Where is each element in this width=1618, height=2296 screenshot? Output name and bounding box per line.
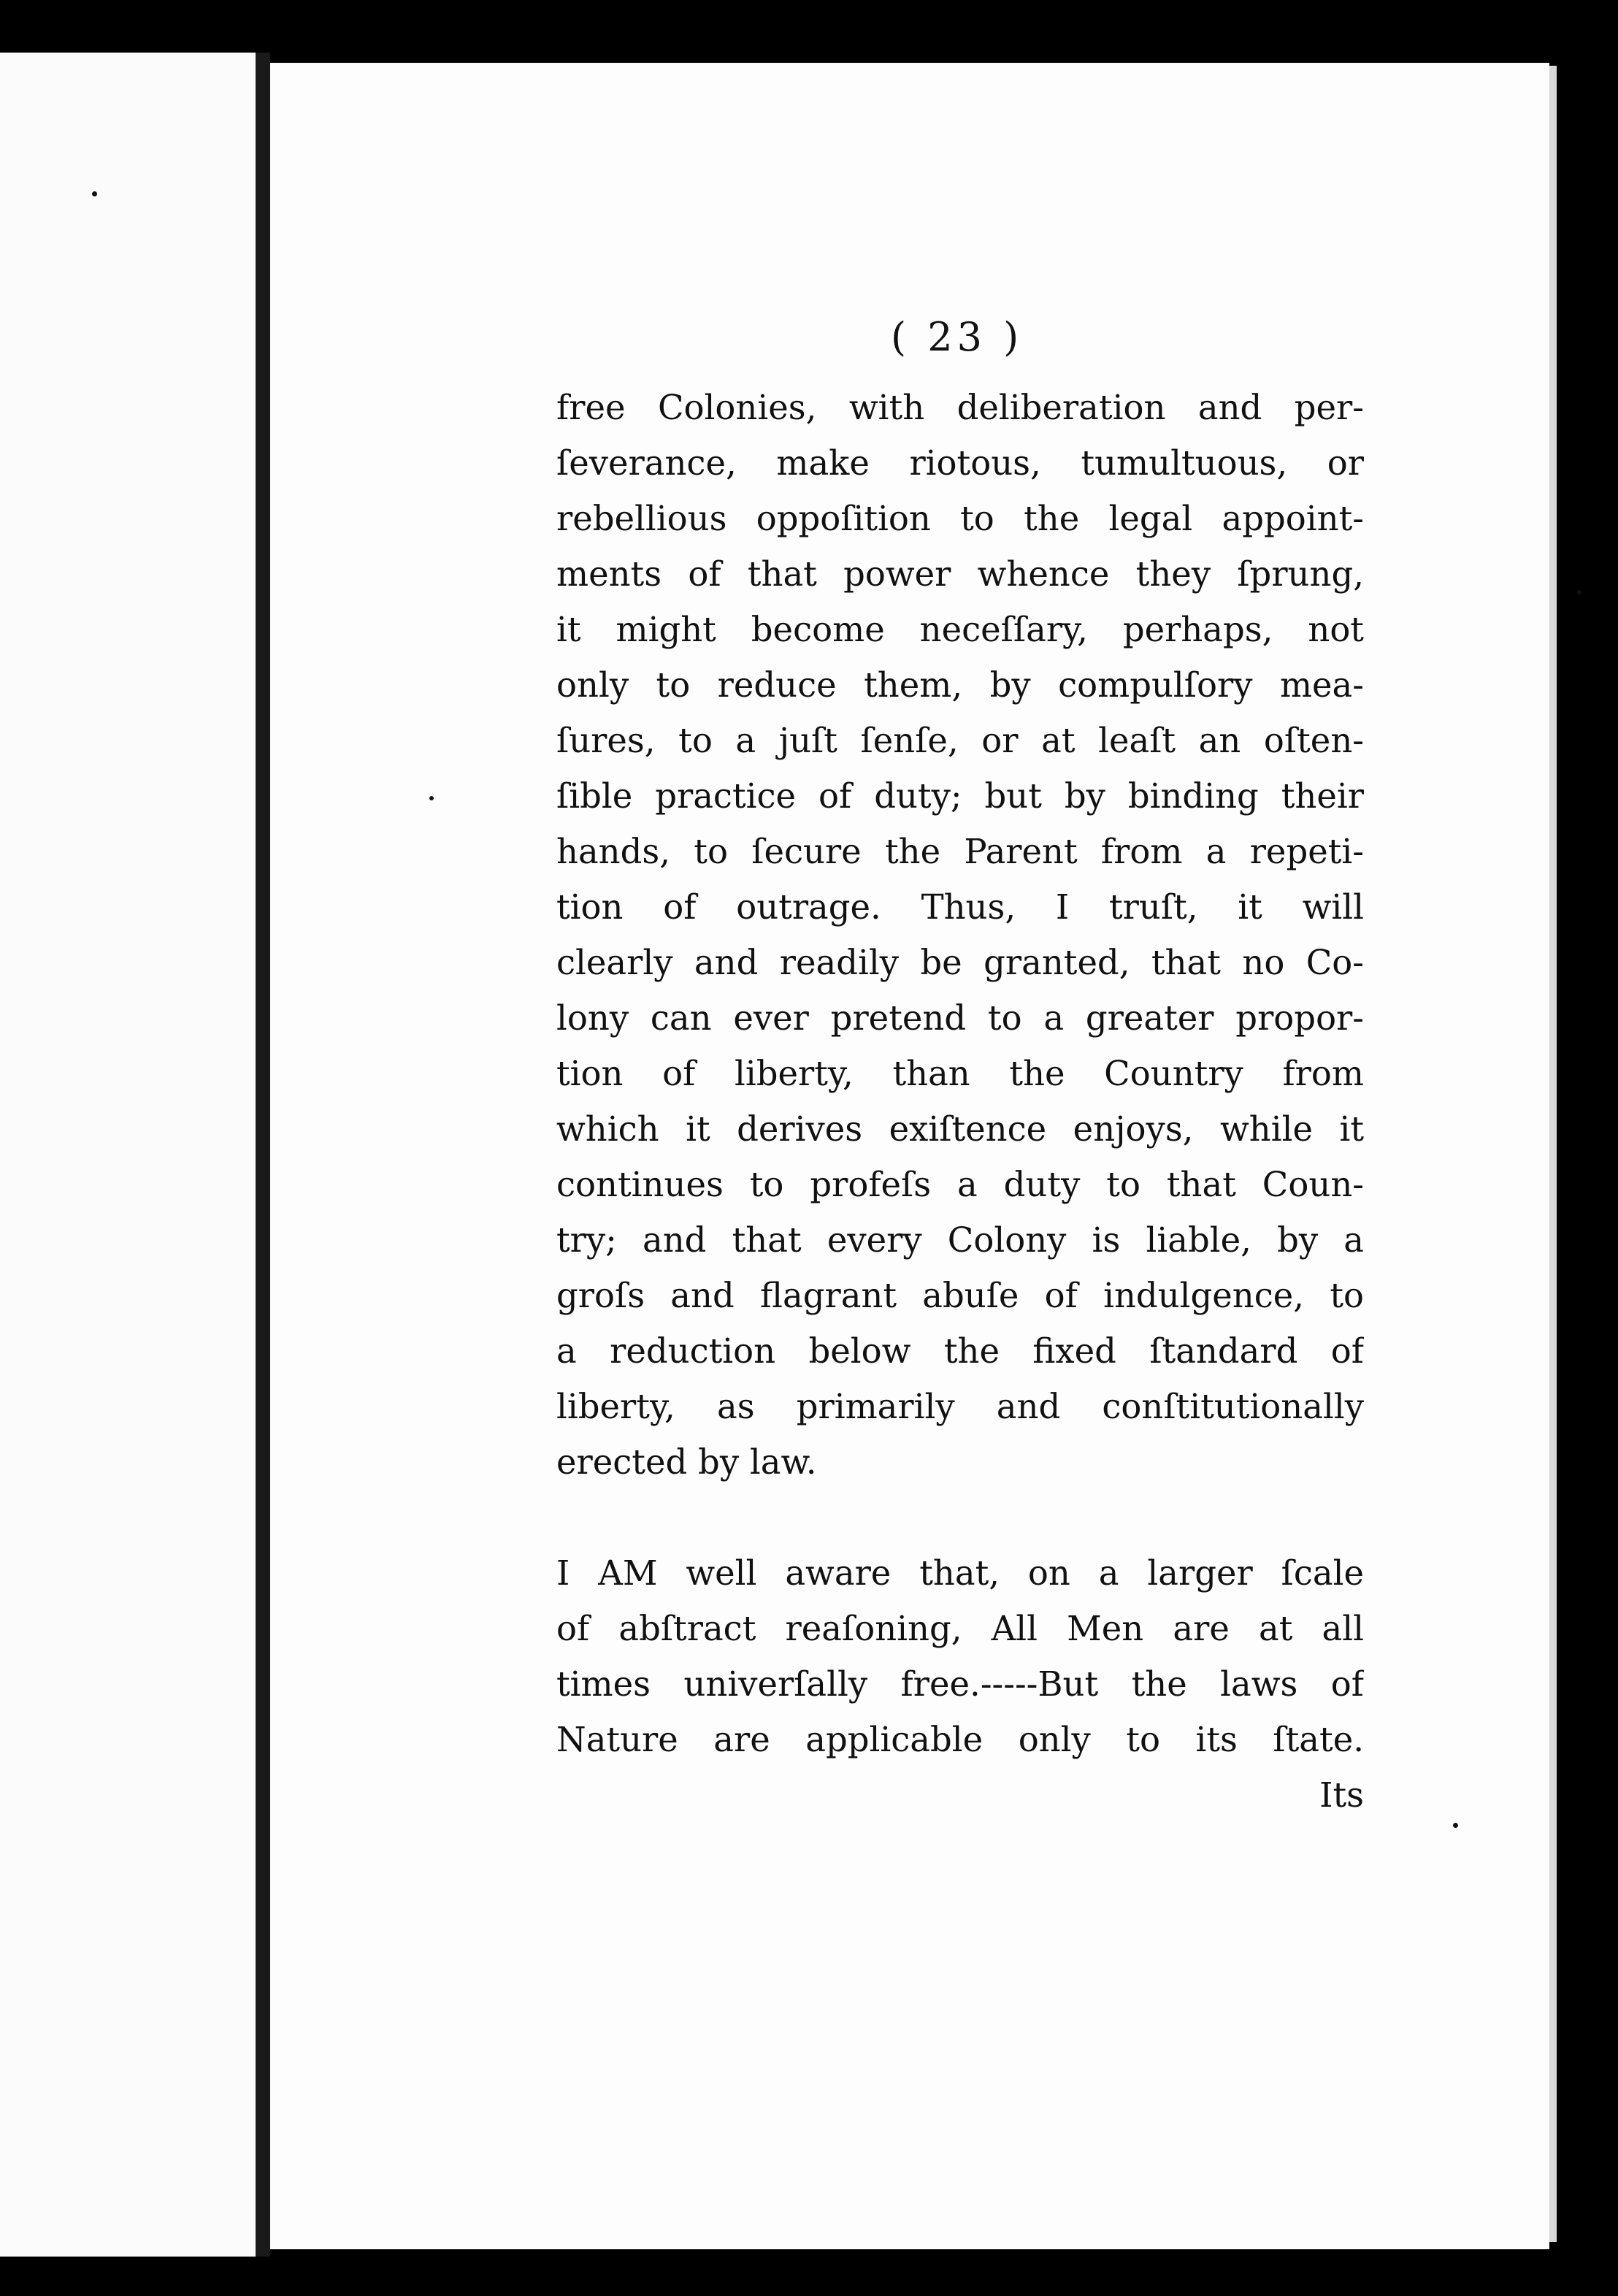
text-line: I AM well aware that, on a larger ſcale [556,1553,1364,1593]
text-line: a reduction below the fixed ſtandard of [556,1331,1364,1371]
text-line: times univerſally free.-----But the laws of [556,1664,1364,1704]
page-edge [1549,66,1557,2242]
text-line: Nature are applicable only to its ſtate. [556,1720,1364,1759]
text-line: ſeverance, make riotous, tumultuous, or [556,443,1364,483]
ink-speck [1577,590,1581,594]
paragraph [556,380,1364,1490]
text-line: continues to profeſs a duty to that Coun- [556,1165,1364,1204]
ink-speck [92,191,97,196]
body-text [556,380,1364,1823]
text-line: erected by law. [556,1442,817,1482]
catchword: Its [1319,1775,1364,1815]
text-line: groſs and flagrant abuſe of indulgence, to [556,1276,1364,1315]
text-line: liberty, as primarily and conſtitutionally [556,1387,1364,1426]
text-line: of abſtract reaſoning, All Men are at all [556,1609,1364,1648]
paragraph [556,1545,1364,1767]
ink-speck [429,796,434,800]
book-gutter [256,53,270,2257]
page-number: ( 23 ) [891,314,1024,360]
text-line: which it derives exiſtence enjoys, while it [556,1109,1364,1149]
text-line: tion of outrage. Thus, I truſt, it will [556,887,1364,927]
text-line: free Colonies, with deliberation and per- [556,388,1364,427]
text-line: tion of liberty, than the Country from [556,1054,1364,1093]
text-line: ſures, to a juſt ſenſe, or at leaſt an oſten- [556,721,1364,760]
text-line: clearly and readily be granted, that no Co- [556,943,1364,982]
text-line: hands, to ſecure the Parent from a repeti- [556,832,1364,871]
text-line: ments of that power whence they ſprung, [556,554,1364,594]
text-line: it might become neceſſary, perhaps, not [556,610,1364,649]
left-page [0,53,256,2257]
ink-speck [1453,1823,1458,1828]
text-line: only to reduce them, by compulſory mea- [556,665,1364,705]
text-line: ſible practice of duty; but by binding their [556,776,1364,816]
text-line: lony can ever pretend to a greater propor- [556,998,1364,1038]
text-line: try; and that every Colony is liable, by a [556,1220,1364,1260]
text-line: rebellious oppoſition to the legal appoint- [556,499,1364,538]
